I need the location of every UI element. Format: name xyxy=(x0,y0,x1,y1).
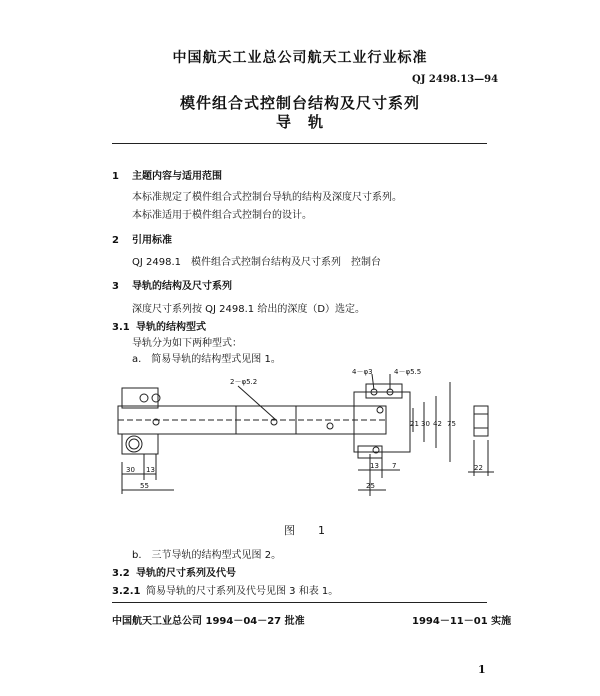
label-dim-55: 55 xyxy=(140,482,149,490)
page-number: 1 xyxy=(478,663,486,676)
label-dim-22: 22 xyxy=(474,464,483,472)
section-1-para-1: 本标准规定了模件组合式控制台导轨的结构及深度尺寸系列。 xyxy=(132,192,402,203)
left-bracket-bottom xyxy=(122,434,158,454)
section-3-1-item-a: a. 简易导轨的结构型式见图 1。 xyxy=(132,354,281,365)
section-1-heading xyxy=(112,167,222,182)
footer-rule xyxy=(112,602,487,603)
left-mount-hole-top-2 xyxy=(152,394,160,402)
section-3-2-1-text: 简易导轨的尺寸系列及代号见图 3 和表 1。 xyxy=(146,586,339,597)
section-2-reference: QJ 2498.1 模件组合式控制台结构及尺寸系列 控制台 xyxy=(132,257,381,268)
section-3-1-item-b: b. 三节导轨的结构型式见图 2。 xyxy=(132,550,282,561)
document-title: 模件组合式控制台结构及尺寸系列 xyxy=(179,94,420,112)
section-3-title: 导轨的结构及尺寸系列 xyxy=(132,281,232,292)
section-3-1-para: 导轨分为如下两种型式： xyxy=(132,338,242,349)
standard-number: QJ 2498.13—94 xyxy=(412,74,499,85)
section-3-1-title: 导轨的结构型式 xyxy=(136,322,206,333)
leader-hole-b xyxy=(372,374,374,390)
approval-date: 中国航天工业总公司 1994－04－27 批准 xyxy=(112,616,305,627)
section-2-number: 2 xyxy=(112,235,119,246)
left-mount-hole-bottom xyxy=(129,439,139,449)
leader-hole-a xyxy=(238,386,276,420)
label-dim-7: 7 xyxy=(392,462,397,470)
section-1-para-2: 本标准适用于模件组合式控制台的设计。 xyxy=(132,210,312,221)
section-3-heading xyxy=(112,277,232,292)
section-1-title: 主题内容与适用范围 xyxy=(132,171,222,182)
section-3-2-1-number: 3.2.1 xyxy=(112,586,141,597)
section-3-2-1-para xyxy=(112,582,338,597)
label-dim-13b: 13 xyxy=(370,462,379,470)
label-dim-30: 30 xyxy=(126,466,135,474)
section-3-2-number: 3.2 xyxy=(112,568,130,579)
figure-1-drawing xyxy=(108,362,500,512)
header-rule xyxy=(112,143,487,144)
section-2-heading xyxy=(112,231,172,246)
org-title: 中国航天工业总公司航天工业行业标准 xyxy=(172,50,428,66)
section-3-number: 3 xyxy=(112,281,119,292)
label-dim-30b: 30 xyxy=(421,420,430,428)
section-2-title: 引用标准 xyxy=(132,235,172,246)
section-3-para: 深度尺寸系列按 QJ 2498.1 给出的深度（D）选定。 xyxy=(132,304,366,315)
label-hole-c: 4－φ5.5 xyxy=(394,368,422,376)
implementation-date: 1994－11－01 实施 xyxy=(412,616,512,627)
section-1-number: 1 xyxy=(112,171,119,182)
label-dim-25: 25 xyxy=(366,482,375,490)
label-hole-b: 4－φ3 xyxy=(352,368,373,376)
right-hole-c xyxy=(377,407,383,413)
right-bracket xyxy=(354,392,410,452)
side-view xyxy=(474,406,488,436)
label-dim-21: 21 xyxy=(410,420,419,428)
label-dim-13a: 13 xyxy=(146,466,155,474)
section-3-2-title: 导轨的尺寸系列及代号 xyxy=(136,568,236,579)
document-subtitle: 导 轨 xyxy=(275,113,324,131)
figure-1-caption: 图 1 xyxy=(284,524,331,537)
label-dim-75: 75 xyxy=(447,420,456,428)
right-rail-hole xyxy=(327,423,333,429)
section-3-2-heading xyxy=(112,564,236,579)
label-hole-a: 2－φ5.2 xyxy=(230,378,258,386)
label-dim-42: 42 xyxy=(433,420,442,428)
left-mount-hole-ring xyxy=(126,436,142,452)
section-3-1-number: 3.1 xyxy=(112,322,130,333)
section-3-1-heading xyxy=(112,318,206,333)
left-mount-hole-top xyxy=(140,394,148,402)
